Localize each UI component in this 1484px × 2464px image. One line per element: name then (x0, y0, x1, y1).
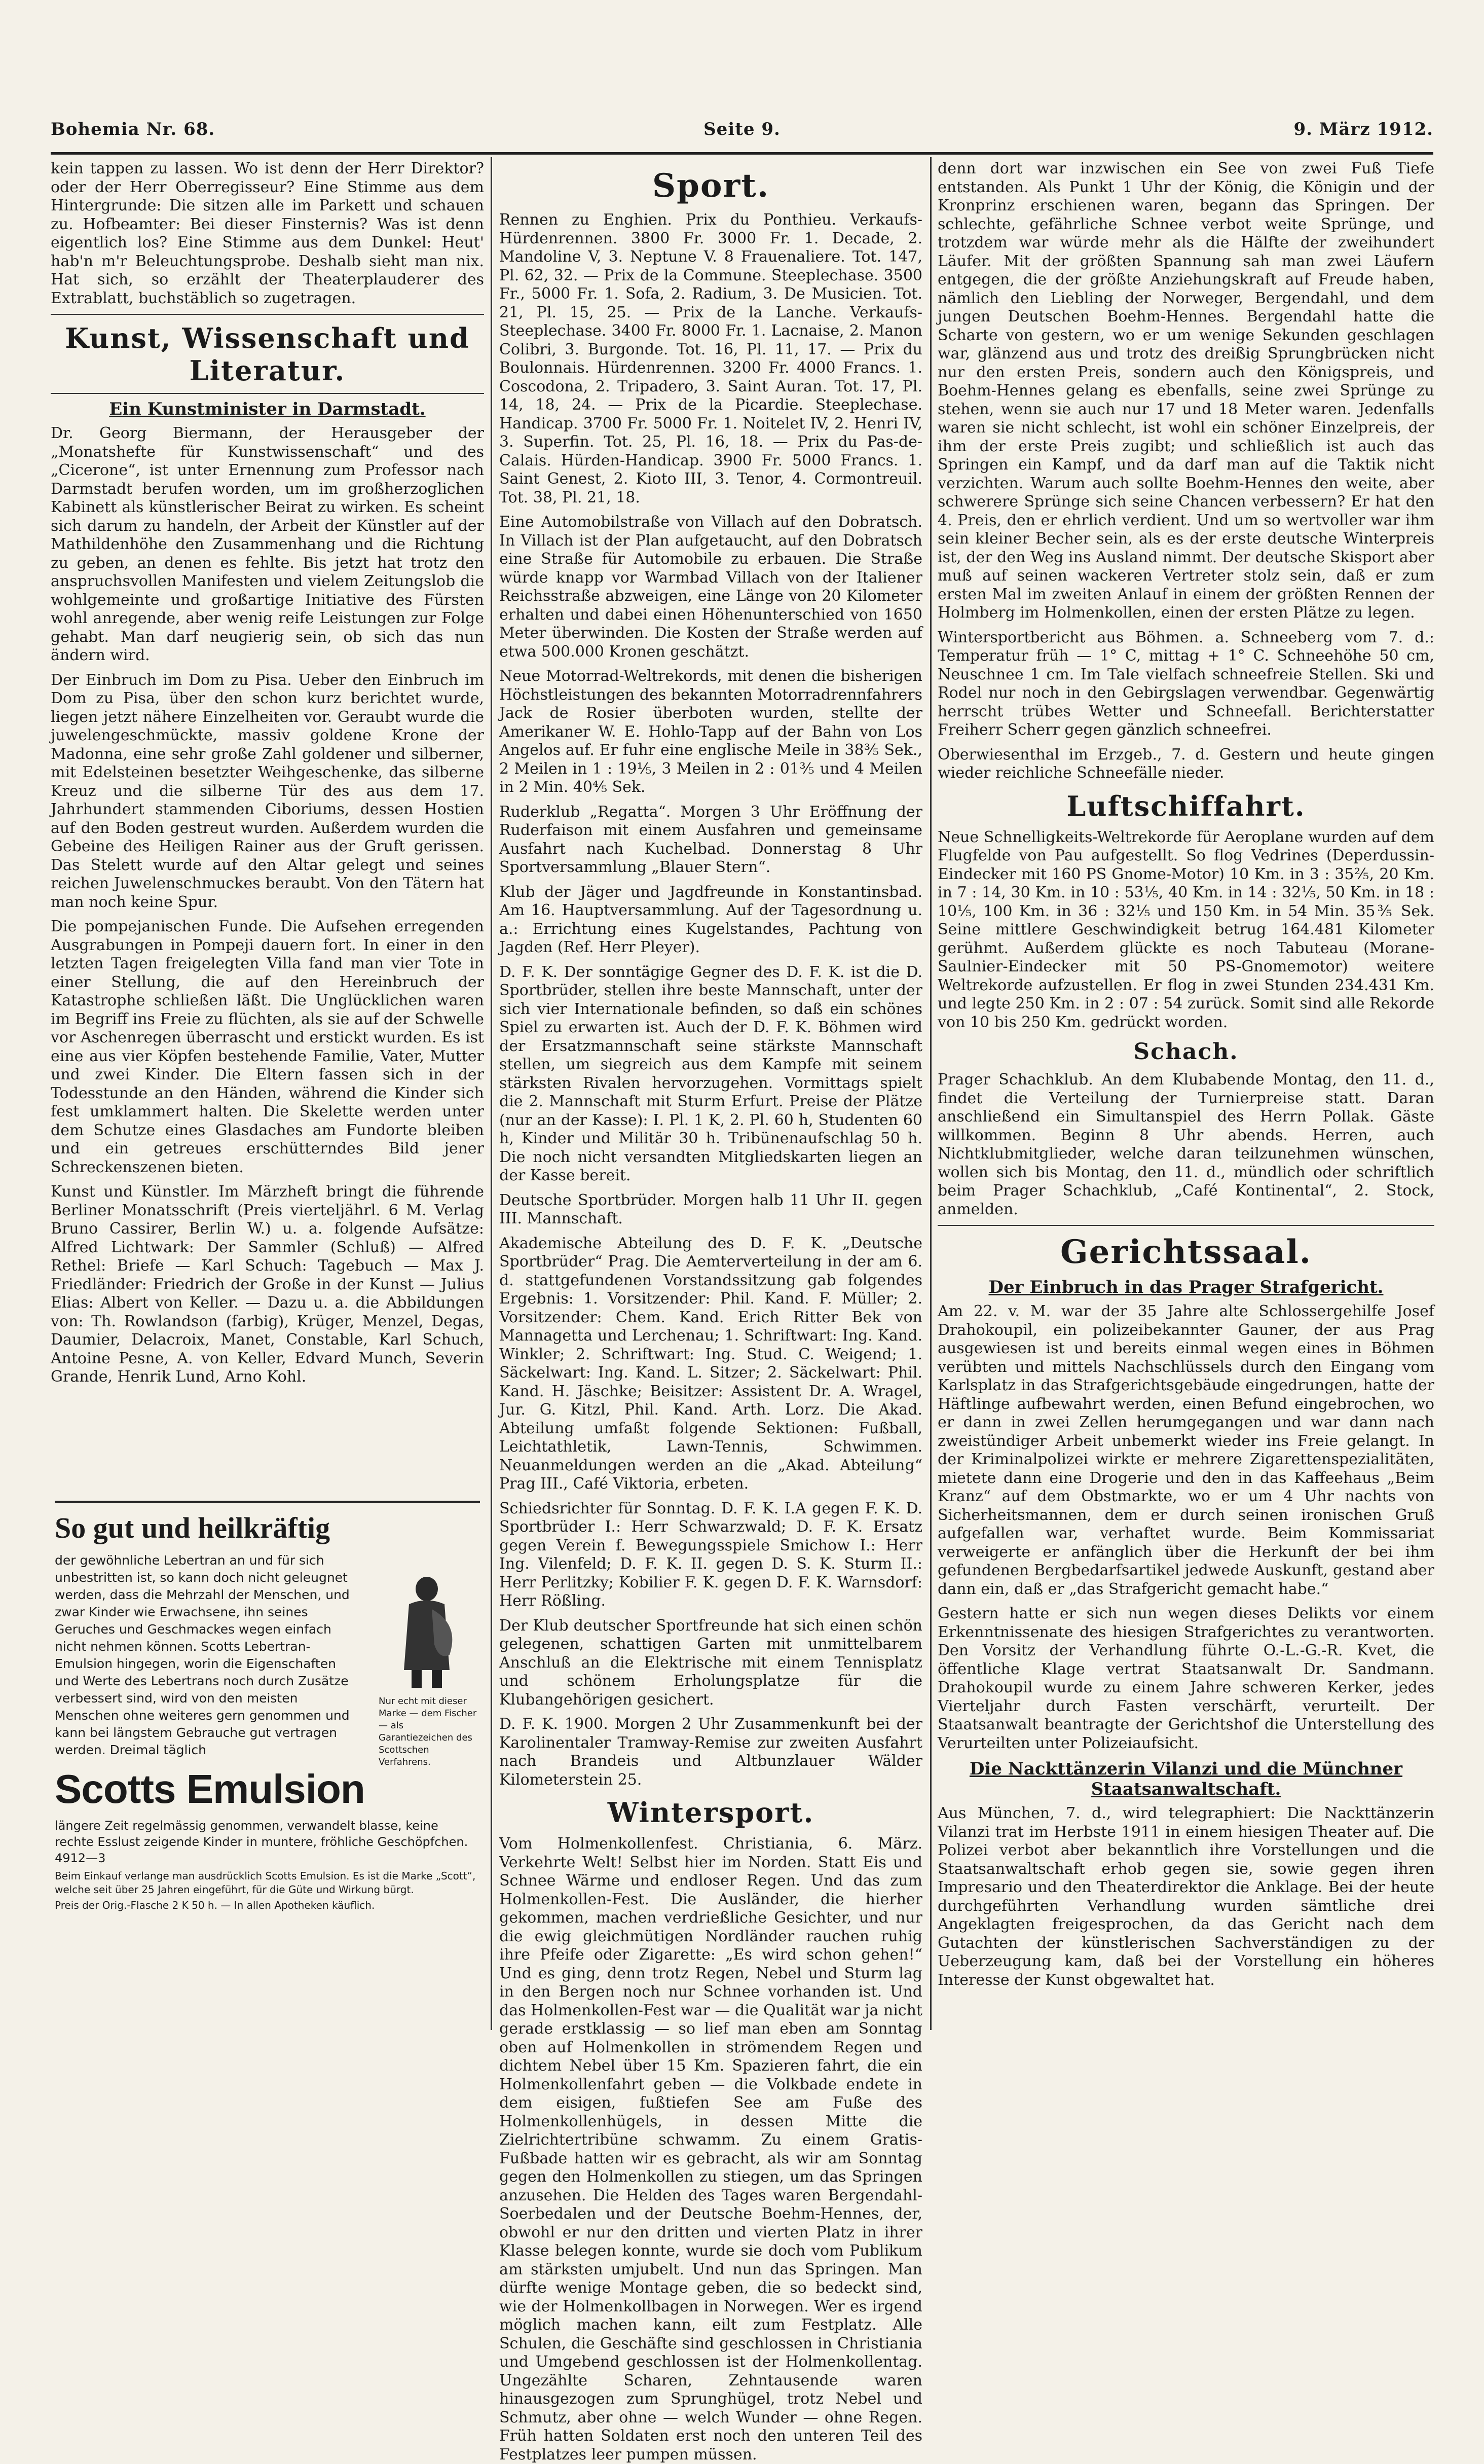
column-divider (491, 157, 492, 2030)
article-text: Eine Automobilstraße von Villach auf den Dobratsch. In Villach ist der Plan aufgetaucht, auf den Dobratsch eine Straße für Automobile zu erbauen. Die Straße würde knapp vor Warmbad Villach von der Italiener Reichsstraße abzweigen, eine Länge von 20 Kilometer erhalten und dabei einen Höhenunterschied von 1650 Meter überwinden. Die Kosten der Straße werden auf etwa 500.000 Kronen geschätzt. (499, 513, 922, 661)
article-text: Kunst und Künstler. Im Märzheft bringt die führende Berliner Monatsschrift (Preis vierteljährl. 6 M. Verlag Bruno Cassirer, Berlin W.) u. a. folgende Aufsätze: Alfred Lichtwark: Der Sammler (Schluß) — Alfred Rethel: Briefe — Karl Schuch: Tagebuch — Max J. Friedländer: Friedrich der Große in der Kunst — Julius Elias: Albert von Keller. — Dazu u. a. die Abbildungen von: Th. Rowlandson (farbig), Krüger, Menzel, Degas, Daumier, Delacroix, Manet, Constable, Karl Schuch, Antoine Pesne, A. von Keller, Edvard Munch, Severin Grande, Henrik Lund, Arno Kohl. (51, 1183, 484, 1386)
article-text: Deutsche Sportbrüder. Morgen halb 11 Uhr II. gegen III. Mannschaft. (499, 1191, 922, 1227)
article-text: Wintersportbericht aus Böhmen. a. Schneeberg vom 7. d.: Temperatur früh — 1° C, mittag + 1° C. Schneehöhe 50 cm, Neuschnee 1 cm. Im Tale vielfach schneefreie Stellen. Ski und Rodel nur noch in den Gebirgslagen verwendbar. Gegenwärtig herrscht trübes Wetter und Schneefall. Berichterstatter Freiherr Scherr gegen gänzlich schneefrei. (938, 628, 1434, 739)
article-text: kein tappen zu lassen. Wo ist denn der Herr Direktor? oder der Herr Oberregisseur? Eine Stimme aus dem Hintergrunde: Die sitzen alle im Parkett und schauen zu. Hofbeamter: Bei dieser Finsternis? Was ist denn eigentlich los? Eine Stimme aus dem Dunkel: Heut' hab'n m'r Beleuchtungsprobe. Deshalb sieht man nix. Hat sich, so erzählt der Theaterplauderer des Extrablatt, buchstäblich so zugetragen. (51, 160, 484, 307)
issue-date: 9. März 1912. (1293, 119, 1433, 139)
divider (938, 1225, 1434, 1226)
fisherman-trademark-icon (389, 1569, 465, 1690)
article-text: Aus München, 7. d., wird telegraphiert: Die Nackttänzerin Vilanzi trat im Herbste 1911 in einem hiesigen Theater auf. Die Polizei verbot aber bekanntlich ihre Vorstellungen und die Staatsanwaltschaft erhob gegen sie, sowie gegen ihren Impresario und den Theaterdirektor die Anklage. Bei der heute durchgeführten Verhandlung wurden sämtliche drei Angeklagten freigesprochen, da das Gericht nach dem Gutachten der künstlerischen Sachverständigen zu der Ueberzeugung kam, daß bei der Vorstellung ein höheres Interesse der Kunst obgewaltet hat. (938, 1804, 1434, 1989)
page-header (51, 114, 1433, 150)
article-text: Ruderklub „Regatta“. Morgen 3 Uhr Eröffnung der Ruderfaison mit einem Ausfahren und gemeinsame Ausfahrt nach Kuchelbad. Donnerstag 8 Uhr Sportversammlung „Blauer Stern“. (499, 803, 922, 876)
article-text: Schiedsrichter für Sonntag. D. F. K. I.A gegen F. K. D. Sportbrüder I.: Herr Schwarzwald; D. F. K. Ersatz gegen Verein f. Bewegungsspiele Smichow I.: Herr Ing. Vilenfeld; D. F. K. II. gegen D. S. K. Sturm II.: Herr Perlitzky; Kobilier F. K. gegen D. F. K. Warnsdorf: Herr Rößling. (499, 1499, 922, 1610)
article-text: Klub der Jäger und Jagdfreunde in Konstantinsbad. Am 16. Hauptversammlung. Auf der Tagesordnung u. a.: Errichtung eines Kugelstandes, Pachtung von Jagden (Ref. Herr Pleyer). (499, 883, 922, 956)
ad-footer-text: längere Zeit regelmässig genommen, verwandelt blasse, keine rechte Esslust zeigende Kinder in muntere, fröhliche Geschöpfchen. 4912—3 (55, 1819, 468, 1865)
scotts-emulsion-advertisement (55, 1501, 480, 2027)
divider (51, 314, 484, 315)
article-text: D. F. K. Der sonntägige Gegner des D. F. K. ist die D. Sportbrüder, stellen ihre beste Mannschaft, unter der sich vier Internationale befinden, so daß ein schönes Spiel zu erwarten ist. Auch der D. F. K. Böhmen wird der Ersatzmannschaft seine stärkste Mannschaft stellen, um siegreich aus dem Kampfe mit seinem stärksten Rivalen hervorzugehen. Vormittags spielt die 2. Mannschaft mit Sturm Erfurt. Preise der Plätze (nur an der Kasse): I. Pl. 1 K, 2. Pl. 60 h, Studenten 60 h, Kinder und Militär 30 h. Tribünenaufschlag 50 h. Die noch nicht versandten Mitgliedskarten liegen an der Kasse bereit. (499, 963, 922, 1184)
article-heading: Ein Kunstminister in Darmstadt. (109, 399, 426, 419)
section-title-kunst: Kunst, Wissenschaft und Literatur. (65, 322, 470, 387)
ad-body-text: der gewöhnliche Lebertran an und für sich unbestritten ist, so kann doch nicht geleugnet werden, dass die Mehrzahl der Menschen, und zwar Kinder wie Erwachsene, ihn seines Geruches und Geschmackes wegen einfach nicht nehmen können. Scotts Lebertran-Emulsion hingegen, worin die Eigenschaften und Werte des Lebertrans noch durch Zusätze verbessert sind, wird von den meisten Menschen ohne weiteres gern genommen und kann bei längstem Gebrauche gut vertragen werden. Dreimal täglich (55, 1553, 350, 1757)
article-text: Prager Schachklub. An dem Klubabende Montag, den 11. d., findet die Verteilung der Turnierpreise statt. Daran anschließend ein Simultanspiel des Herrn Pollak. Gäste willkommen. Beginn 8 Uhr abends. Herren, auch Nichtklubmitglieder, welche daran teilzunehmen wünschen, wollen sich bis Montag, den 11. d., mündlich oder schriftlich beim Prager Schachklub, „Café Kontinental“, 2. Stock, anmelden. (938, 1071, 1434, 1218)
article-text: Am 22. v. M. war der 35 Jahre alte Schlossergehilfe Josef Drahokoupil, ein polizeibekannter Gauner, der aus Prag ausgewiesen ist und bereits einmal wegen eines in Böhmen verübten und mittels Nachschlüssels durch den Eingang vom Karlsplatz in das Strafgerichtsgebäude eingedrungen, hatte der Häftlinge aufbewahrt werden, einen Befund eingebrochen, wo er dann in zwei Zellen herumgegangen und war dann nach zweistündiger Arbeit unbemerkt wieder ins Freie gelangt. In der Kriminalpolizei wirkte er mehrere Zigarettenspezialitäten, mietete dann eine Drogerie und den in das Kaffeehaus „Beim Kranz“ auf dem Obstmarkte, wo er um 4 Uhr nachts von Sicherheitsmannen, dem er durch seinen ironischen Gruß aufgefallen war, verhaftet wurde. Beim Kommissariat verweigerte er anfänglich über die Herkunft der bei ihm gefundenen Bergbedarfsartikel jedwede Auskunft, gestand aber dann ein, daß er „das Strafgericht gemacht habe.“ (938, 1302, 1434, 1598)
ad-headline: So gut und heilkräftig (55, 1511, 330, 1544)
header-rule (51, 152, 1433, 155)
issue-number: Bohemia Nr. 68. (51, 119, 215, 139)
article-text: Akademische Abteilung des D. F. K. „Deutsche Sportbrüder“ Prag. Die Aemterverteilung in der am 6. d. stattgefundenen Vorstandssitzung gab folgendes Ergebnis: 1. Vorsitzender: Phil. Kand. F. Müller; 2. Vorsitzender: Chem. Kand. Erich Ritter Bek von Mannagetta und Lerchenau; 1. Schriftwart: Ing. Kand. Winkler; 2. Schriftwart: Ing. Stud. C. Weigend; 1. Säckelwart: Ing. Kand. L. Sitzer; 2. Säckelwart: Phil. Kand. H. Jäschke; Beisitzer: Assistent Dr. A. Wragel, Jur. G. Kitzl, Phil. Kand. Arth. Lorz. Die Akad. Abteilung umfaßt folgende Sektionen: Fußball, Leichtathletik, Lawn-Tennis, Schwimmen. Neuanmeldungen werden an die „Akad. Abteilung“ Prag III., Café Viktoria, erbeten. (499, 1234, 922, 1493)
column-divider (930, 157, 932, 2030)
article-text: denn dort war inzwischen ein See von zwei Fuß Tiefe entstanden. Als Punkt 1 Uhr der König, die Königin und der Kronprinz erschienen waren, begann das Springen. Der schlechte, gefährliche Schnee verbot weite Sprünge, und trotzdem war würde mehr als die Hälfte der zweihundert Läufer. Mit der größten Spannung sah man zwei Läufern entgegen, die der größte Anziehungskraft auf Freude haben, nämlich den Liebling der Norweger, Bergendahl, und dem jungen Deutschen Boehm-Hennes. Bergendahl hatte die Scharte von gestern, wo er um wenige Sekunden geschlagen war, glänzend aus und trotz des dreißig Sprungbrücken nicht nur den ersten Preis, sondern auch den Königspreis, und Boehm-Hennes gelang es ebenfalls, seine zwei Sprünge zu stehen, wenn sie auch nur 17 und 18 Meter waren. Jedenfalls waren sie nicht schlecht, ist wohl ein schöner Einzelpreis, der ihm der erste Preis zugibt; und schließlich ist auch das Springen ein Kampf, und da darf man auf die Taktik nicht verzichten. Warum auch sollte Boehm-Hennes den weite, aber schwerere Sprünge sich seine Chancen verbessern? Er hat den 4. Preis, den er ehrlich verdient. Und um so wertvoller war ihm sein kleiner Becher sein, als es der erste deutsche Winterpreis ist, der den Weg ins Ausland nimmt. Der deutsche Skisport aber muß auf seinen wackeren Vertreter stolz sein, daß er zum ersten Mal im zweiten Anlauf in einem der größten Rennen der Holmberg im Holmenkollen, einen der ersten Plätze zu legen. (938, 160, 1434, 622)
article-text: Neue Schnelligkeits-Weltrekorde für Aeroplane wurden auf dem Flugfelde von Pau aufgestellt. So flog Vedrines (Deperdussin-Eindecker mit 160 PS Gnome-Motor) 10 Km. in 3 : 35⅖, 20 Km. in 7 : 14, 30 Km. in 10 : 53⅕, 40 Km. in 14 : 32⅕, 50 Km. in 18 : 10⅕, 100 Km. in 36 : 32⅕ und 150 Km. in 54 Min. 35⅗ Sek. Seine mittlere Geschwindigkeit betrug 164.481 Kilometer gerühmt. Außerdem glückte es noch Tabuteau (Morane-Saulnier-Eindecker mit 50 PS-Gnomemotor) weitere Weltrekorde aufzustellen. Er flog in zwei Stunden 234.431 Km. und legte 250 Km. in 2 : 07 : 54 zurück. Somit sind alle Rekorde von 10 bis 250 Km. gedrückt worden. (938, 828, 1434, 1031)
column-2 (499, 160, 922, 2463)
ad-price-text: Preis der Orig.-Flasche 2 K 50 h. — In allen Apotheken käuflich. (55, 1899, 375, 1911)
section-title-wintersport: Wintersport. (607, 1796, 814, 1829)
article-text: Oberwiesenthal im Erzgeb., 7. d. Gestern und heute gingen wieder reichliche Schneefälle nieder. (938, 745, 1434, 782)
section-title-sport: Sport. (652, 167, 770, 205)
ad-trademark-note: Nur echt mit dieser Marke — dem Fischer — als Garantiezeichen des Scottschen Verfahrens. (379, 1696, 477, 1767)
article-text: Gestern hatte er sich nun wegen dieses Delikts vor einem Erkenntnissenate des hiesigen Strafgerichtes zu verantworten. Den Vorsitz der Verhandlung führte O.-L.-G.-R. Kvet, die öffentliche Klage vertrat Staatsanwalt Dr. Sandmann. Drahokoupil wurde zu einem Jahre schweren Kerker, jedes Vierteljahr durch Fasten verschärft, verurteilt. Der Staatsanwalt beantragte der Gerichtshof die Unterstellung des Verurteilten unter Polizeiaufsicht. (938, 1605, 1434, 1752)
article-text: Vom Holmenkollenfest. Christiania, 6. März. Verkehrte Welt! Selbst hier im Norden. Statt Eis und Schnee Wärme und endloser Regen. Und das zum Holmenkollen-Fest. Die Ausländer, die hierher gekommen, machen verdrießliche Gesichter, und nur die ewig gleichmütigen Nordländer rauchen ruhig ihre Pfeife oder Zigarette: „Es wird schon gehen!“ Und es ging, denn trotz Regen, Nebel und Sturm lag in den Bergen noch nur Schnee vorhanden ist. Und das Holmenkollen-Fest war — die Qualität war ja nicht gerade erstklassig — so lief man eben am Sonntag oben auf Holmenkollen in strömendem Regen und dichtem Nebel über 15 Km. Spazieren fahrt, die ein Holmenkollenfahrt geben — die Volkbade endete in dem eisigen, fußtiefen See am Fuße des Holmenkollenhügels, in dessen Mitte die Zielrichtertribüne schwamm. Zu einem Gratis-Fußbade hatten wir es gebracht, als wir am Sonntag gegen den Holmenkollen zu stiegen, um das Springen anzusehen. Die Helden des Tages waren Bergendahl-Soerbedalen und der Deutsche Boehm-Hennes, der, obwohl er nur den dritten und vierten Platz in ihrer Klasse belegen konnte, wurde sie doch vom Publikum am stärksten umjubelt. Und nun das Springen. Man dürfte wenige Montage geben, die so bedeckt sind, wie der Holmenkollbagen in Norwegen. Wer es irgend möglich machen kann, eilt zum Festplatz. Alle Schulen, die Geschäfte sind geschlossen in Christiania und Umgebend geschlossen ist der Holmenkollentag. Ungezählte Scharen, Zehntausende waren hinausgezogen zum Sprunghügel, trotz Nebel und Schmutz, aber ohne — welch Wunder — ohne Regen. Früh hatten Soldaten erst noch den unteren Teil des Festplatzes leer pumpen müssen. (499, 1835, 922, 2463)
article-text: D. F. K. 1900. Morgen 2 Uhr Zusammenkunft bei der Karolinentaler Tramway-Remise zur zweiten Ausfahrt nach Brandeis und Altbunzlauer Wälder Kilometerstein 25. (499, 1715, 922, 1789)
article-text: Der Einbruch im Dom zu Pisa. Ueber den Einbruch im Dom zu Pisa, über den schon kurz berichtet wurde, liegen jetzt nähere Einzelheiten vor. Geraubt wurde die juwelengeschmückte, massiv goldene Krone der Madonna, eine sehr große Zahl goldener und silberner, mit Edelsteinen besetzter Weihgeschenke, das silberne Kreuz und die silberne Tür des aus dem 17. Jahrhundert stammenden Ciboriums, dessen Hostien auf den Boden gestreut wurden. Außerdem wurden die Gebeine des Heiligen Rainer aus der Gruft gerissen. Das Stelett wurde auf den Altar gelegt und seines reichen Juwelenschmuckes beraubt. Von den Tätern hat man noch keine Spur. (51, 671, 484, 911)
ad-footer-text: Beim Einkauf verlange man ausdrücklich Scotts Emulsion. Es ist die Marke „Scott“, welche seit über 25 Jahren eingeführt, für die Güte und Wirkung bürgt. (55, 1870, 476, 1896)
article-heading: Die Nackttänzerin Vilanzi und die Münchner Staatsanwaltschaft. (969, 1759, 1403, 1799)
article-heading: Der Einbruch in das Prager Strafgericht. (988, 1277, 1384, 1297)
section-title-gerichtssaal: Gerichtssaal. (1060, 1233, 1312, 1271)
article-text: Dr. Georg Biermann, der Herausgeber der „Monatshefte für Kunstwissenschaft“ und des „Cicerone“, ist unter Ernennung zum Professor nach Darmstadt berufen worden, um im großherzoglichen Kabinett als künstlerischer Beirat zu wirken. Es scheint sich darum zu handeln, der Arbeit der Künstler auf der Mathildenhöhe den Zusammenhang und die Richtung zu geben, an denen es fehlte. Bis jetzt hat trotz den anspruchsvollen Manifesten und vielem Zeitungslob die wohlgemeinte und großartige Initiative des Fürsten wohl anregende, aber wenig reife Leistungen zur Folge gehabt. Man darf neugierig sein, ob sich das nun ändern wird. (51, 424, 484, 664)
article-text: Neue Motorrad-Weltrekords, mit denen die bisherigen Höchstleistungen des bekannten Motorradrennfahrers Jack de Rosier überboten wurden, stellte der Amerikaner W. E. Hohlo-Tapp auf der Bahn von Los Angelos auf. Er fuhr eine englische Meile in 38⅗ Sek., 2 Meilen in 1 : 19⅕, 3 Meilen in 2 : 01⅗ und 4 Meilen in 2 Min. 40⅘ Sek. (499, 667, 922, 796)
article-text: Der Klub deutscher Sportfreunde hat sich einen schön gelegenen, schattigen Garten mit unmittelbarem Anschluß an die Elektrische mit einem Tennisplatz und schönem Erholungsplatze für die Klubangehörigen gesichert. (499, 1616, 922, 1709)
column-1 (51, 160, 484, 2027)
page-number: Seite 9. (703, 119, 781, 139)
section-title-schach: Schach. (1133, 1039, 1239, 1065)
section-title-luftschiffahrt: Luftschiffahrt. (1066, 789, 1306, 822)
article-text: Die pompejanischen Funde. Die Aufsehen erregenden Ausgrabungen in Pompeji dauern fort. In einer in den letzten Tagen freigelegten Villa fand man vier Tote in einer Stellung, die auf den Hereinbruch der Katastrophe schließen läßt. Die Unglücklichen waren im Begriff ins Freie zu flüchten, als sie auf der Schwelle vor Aschenregen überrascht und erstickt wurden. Es ist eine aus vier Köpfen bestehende Familie, Vater, Mutter und zwei Kinder. Die Eltern fassen sich in der Todesstunde an den Händen, während die Kinder sich fest umklammert halten. Die Skelette werden unter dem Schutze eines Glasdaches am Fundorte bleiben und ein getreues erschütterndes Bild jener Schreckenszenen bieten. (51, 918, 484, 1176)
column-3 (938, 160, 1434, 2027)
article-text: Rennen zu Enghien. Prix du Ponthieu. Verkaufs-Hürdenrennen. 3800 Fr. 3000 Fr. 1. Decade, 2. Mandoline V, 3. Neptune V. 8 Frauenaliere. Tot. 147, Pl. 62, 32. — Prix de la Commune. Steeplechase. 3500 Fr., 5000 Fr. 1. Sofa, 2. Radium, 3. De Musicien. Tot. 21, Pl. 15, 25. — Prix de la Lanche. Verkaufs-Steeplechase. 3400 Fr. 8000 Fr. 1. Lacnaise, 2. Manon Colibri, 3. Burgonde. Tot. 16, Pl. 11, 17. — Prix du Boulonnais. Hürdenrennen. 3200 Fr. 4000 Francs. 1. Coscodona, 2. Tripadero, 3. Saint Auran. Tot. 17, Pl. 14, 18, 24. — Prix de la Picardie. Steeplechase. Handicap. 3700 Fr. 5000 Fr. 1. Noitelet IV, 2. Henri IV, 3. Superfin. Tot. 25, Pl. 16, 18. — Prix du Pas-de-Calais. Hürden-Handicap. 3900 Fr. 5000 Francs. 1. Saint Genest, 2. Kioto III, 3. Tenor, 4. Cormontreuil. Tot. 38, Pl. 21, 18. (499, 211, 922, 506)
ad-brand-name: Scotts Emulsion (55, 1766, 365, 1811)
divider (51, 393, 484, 394)
